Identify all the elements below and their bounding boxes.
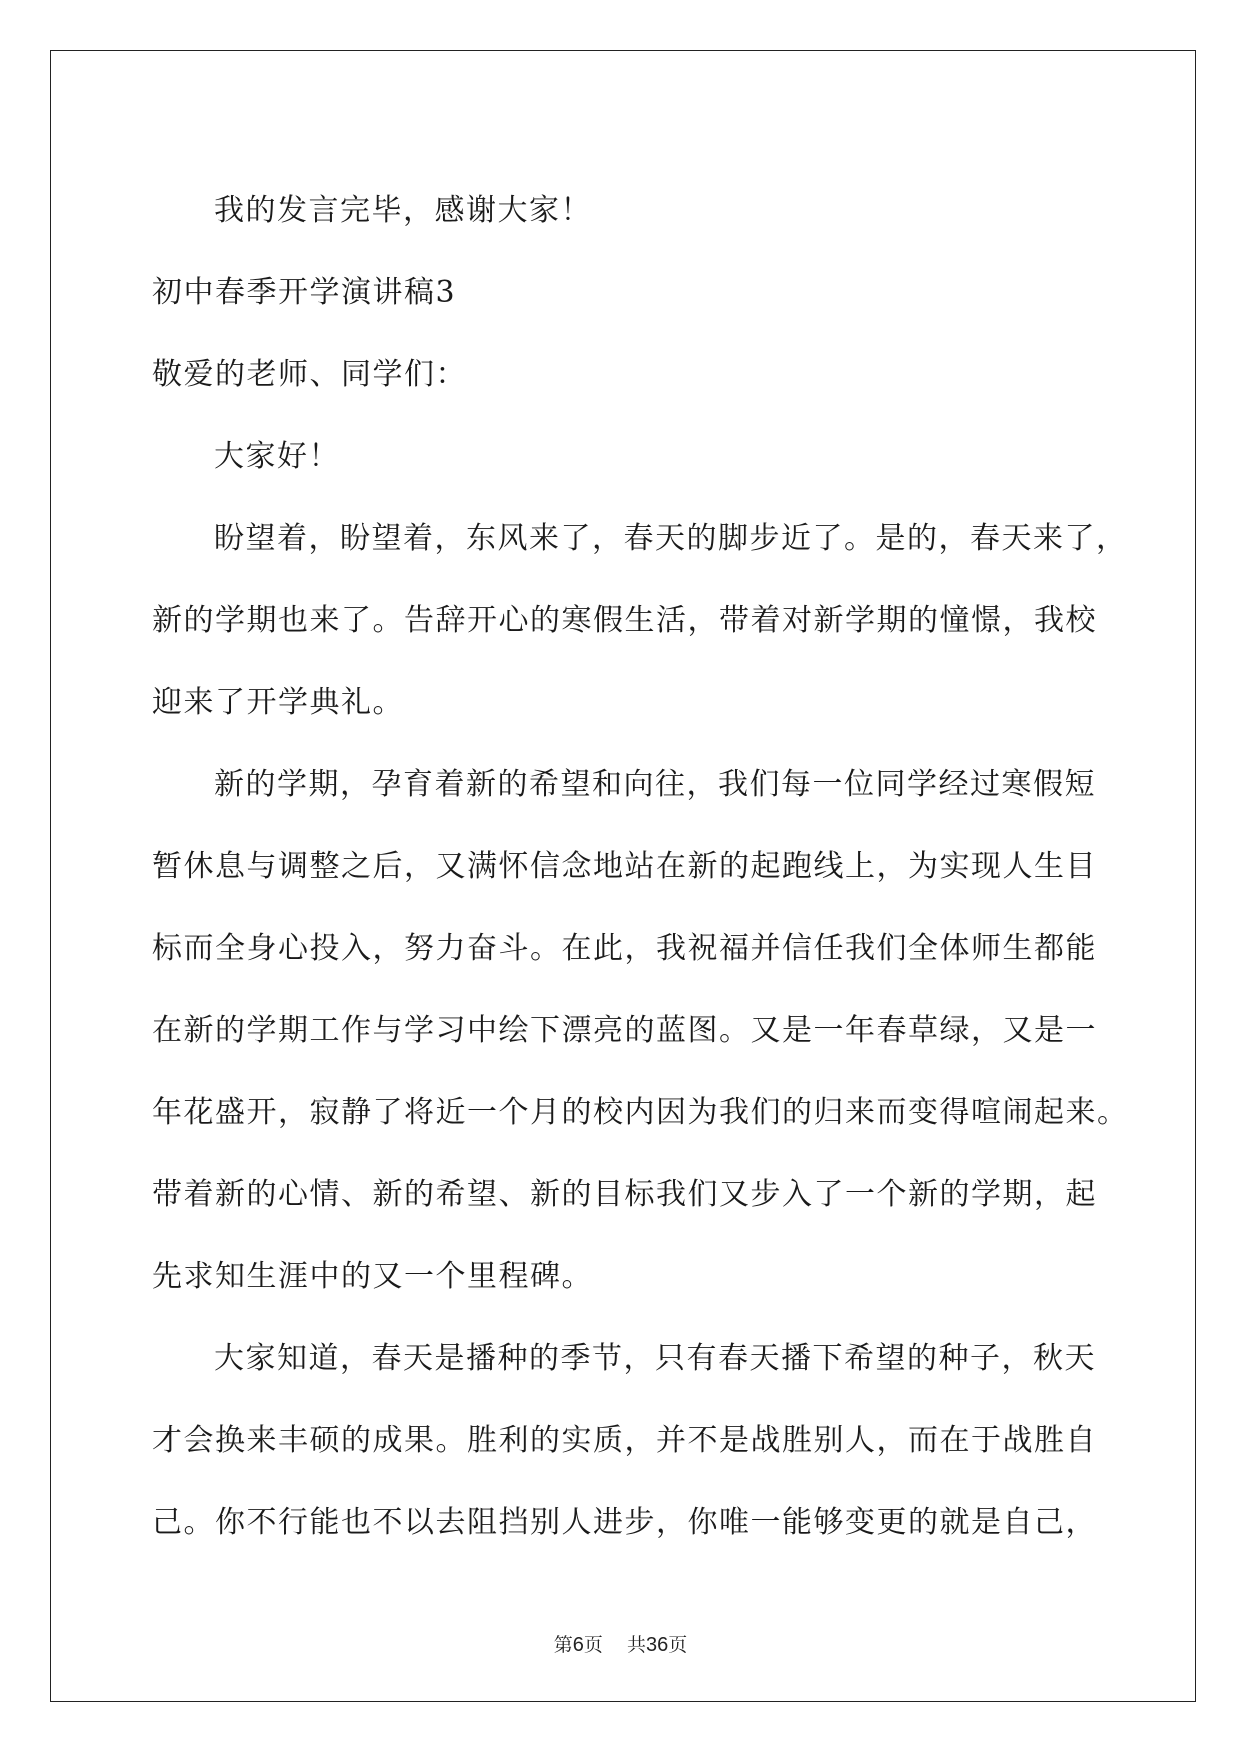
paragraph-line: 新的学期也来了。告辞开心的寒假生活，带着对新学期的憧憬，我校 [152, 603, 1097, 638]
paragraph-line: 迎来了开学典礼。 [152, 685, 404, 720]
greeting: 大家好！ [214, 439, 340, 474]
footer-prefix: 第 [553, 1634, 573, 1656]
document-body [152, 170, 1129, 1564]
paragraph-line: 年花盛开，寂静了将近一个月的校内因为我们的归来而变得喧闹起来。 [152, 1095, 1129, 1130]
paragraph-line: 才会换来丰硕的成果。胜利的实质，并不是战胜别人，而在于战胜自 [152, 1423, 1097, 1458]
footer-page-suffix: 页 [583, 1634, 603, 1656]
paragraph-line: 暂休息与调整之后，又满怀信念地站在新的起跑线上，为实现人生目 [152, 849, 1097, 884]
paragraph-line: 在新的学期工作与学习中绘下漂亮的蓝图。又是一年春草绿，又是一 [152, 1013, 1097, 1048]
paragraph-line: 盼望着，盼望着，东风来了，春天的脚步近了。是的，春天来了， [214, 521, 1128, 556]
footer-total-prefix: 共 [627, 1634, 647, 1656]
paragraph-line: 带着新的心情、新的希望、新的目标我们又步入了一个新的学期，起 [152, 1177, 1097, 1212]
current-page-number: 6 [572, 1634, 584, 1656]
salutation: 敬爱的老师、同学们： [152, 357, 467, 392]
paragraph-line: 大家知道，春天是播种的季节，只有春天播下希望的种子，秋天 [214, 1341, 1096, 1376]
paragraph-line: 己。你不行能也不以去阻挡别人进步，你唯一能够变更的就是自己， [152, 1505, 1097, 1540]
paragraph-line: 标而全身心投入，努力奋斗。在此，我祝福并信任我们全体师生都能 [152, 931, 1097, 966]
footer-total-suffix: 页 [668, 1634, 688, 1656]
page-footer [0, 1630, 1241, 1657]
paragraph-line: 先求知生涯中的又一个里程碑。 [152, 1259, 593, 1294]
document-title: 初中春季开学演讲稿3 [152, 275, 457, 310]
paragraph-line: 新的学期，孕育着新的希望和向往，我们每一位同学经过寒假短 [214, 767, 1096, 802]
total-page-count: 36 [646, 1634, 669, 1656]
paragraph-line: 我的发言完毕，感谢大家！ [214, 193, 592, 228]
